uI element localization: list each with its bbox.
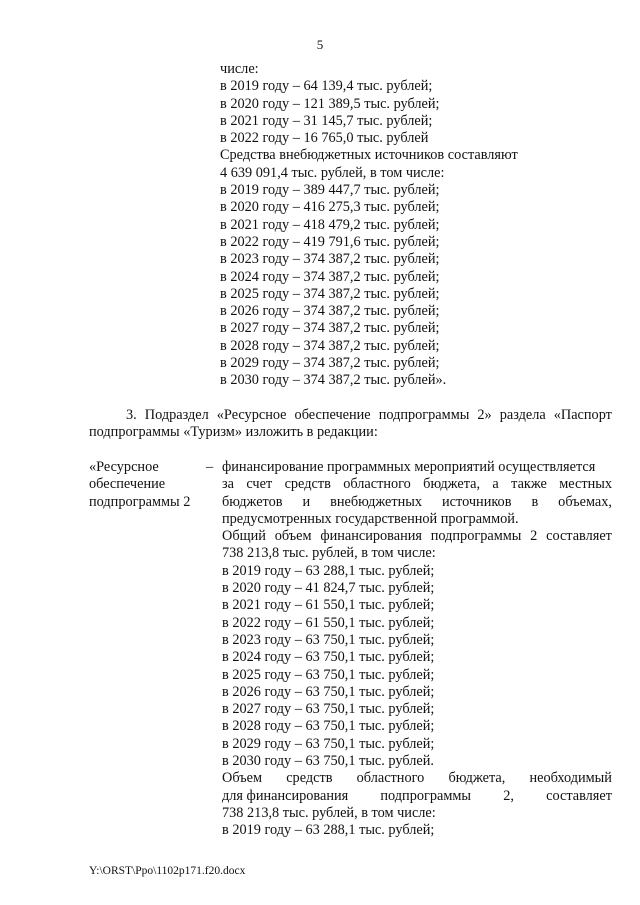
word: областного [356,770,425,787]
text-line: в 2027 году – 374 387,2 тыс. рублей; [220,320,440,337]
word: 2» [477,407,492,423]
word: финансирования [320,528,422,545]
file-path-footer: Y:\ORST\Ppo\1102p171.f20.docx [89,865,246,877]
text-line: в 2024 году – 63 750,1 тыс. рублей; [222,649,435,666]
text-line: в 2021 году – 31 145,7 тыс. рублей; [220,112,433,129]
word: Объем [222,770,263,787]
word: бюджета, [448,770,506,787]
word: для финансирования [222,787,349,804]
word: внебюджетных [279,147,372,164]
text-line: в 2029 году – 63 750,1 тыс. рублей; [222,735,435,752]
word: за [222,476,234,493]
text-line: в 2021 году – 61 550,1 тыс. рублей; [222,597,435,614]
text-line: в 2024 году – 374 387,2 тыс. рублей; [220,268,440,285]
text-line: 4 639 091,4 тыс. рублей, в том числе: [220,164,445,181]
text-line: в 2020 году – 416 275,3 тыс. рублей; [220,199,440,216]
word: 2 [530,528,538,545]
word: источников [442,493,512,510]
word: областного [343,476,411,493]
text-line: подпрограммы 2 [89,493,191,510]
word: составляют [447,147,518,164]
table-left-cell [89,459,209,511]
text-line-justified [220,147,612,164]
text-line: числе: [220,61,259,77]
dash-separator: – [206,459,214,475]
text-line: в 2028 году – 63 750,1 тыс. рублей; [222,718,435,735]
text-line: в 2025 году – 63 750,1 тыс. рублей; [222,666,435,683]
text-line: в 2027 году – 63 750,1 тыс. рублей; [222,701,435,718]
text-line: в 2022 году – 16 765,0 тыс. рублей [220,130,429,147]
word: «Ресурсное [216,407,287,423]
text-line: в 2019 году – 64 139,4 тыс. рублей; [220,78,433,95]
text-line: в 2019 году – 63 288,1 тыс. рублей; [222,822,435,839]
page-number: 5 [316,37,324,52]
text-line-justified [222,476,612,493]
text-line-justified [222,528,612,545]
word: составляет [546,787,612,804]
text-line: в 2019 году – 389 447,7 тыс. рублей; [220,182,440,199]
word: средств [284,476,331,493]
text-line: в 2026 году – 374 387,2 тыс. рублей; [220,303,440,320]
text-line: финансирование программных мероприятий осуществляется [222,459,596,475]
text-line: подпрограммы «Туризм» изложить в редакции: [89,424,378,441]
word: составляет [546,528,612,545]
word: объем [274,528,312,545]
word: 3. [126,407,137,423]
word: бюджетов [222,493,283,510]
word: а [492,476,499,493]
word: также [511,476,547,493]
word: подпрограммы [380,787,472,804]
table-right-cell [222,459,612,840]
word: необходимый [529,770,612,787]
text-line: 738 213,8 тыс. рублей, в том числе: [222,804,436,821]
word: внебюджетных [330,493,423,510]
word: обеспечение [294,407,371,423]
text-line: в 2019 году – 63 288,1 тыс. рублей; [222,562,435,579]
text-line: «Ресурсное [89,459,159,475]
text-line: обеспечение [89,476,166,493]
text-line: в 2021 году – 418 479,2 тыс. рублей; [220,216,440,233]
paragraph-3 [89,407,612,442]
text-line: в 2023 году – 374 387,2 тыс. рублей; [220,251,440,268]
text-line: в 2029 году – 374 387,2 тыс. рублей; [220,355,440,372]
word: раздела [499,407,546,423]
text-line: в 2025 году – 374 387,2 тыс. рублей; [220,285,440,302]
text-line: в 2022 году – 61 550,1 тыс. рублей; [222,614,435,631]
text-line: предусмотренных государственной программой. [222,510,519,527]
word: и [302,493,311,510]
text-line: в 2030 году – 374 387,2 тыс. рублей». [220,372,447,389]
word: объемах, [558,493,612,510]
word: счет [246,476,273,493]
text-line-justified [222,788,612,805]
text-line: в 2022 году – 419 791,6 тыс. рублей; [220,233,440,250]
word: 2, [503,787,514,804]
word: подпрограммы [430,528,522,545]
word: источников [374,147,445,164]
text-line: в 2020 году – 41 824,7 тыс. рублей; [222,580,435,597]
text-line: в 2030 году – 63 750,1 тыс. рублей. [222,753,434,770]
word: местных [559,476,612,493]
text-line-justified [222,770,612,787]
word: Общий [222,528,266,545]
text-line: в 2023 году – 63 750,1 тыс. рублей; [222,631,435,648]
text-line: 738 213,8 тыс. рублей, в том числе: [222,545,436,562]
text-line: в 2020 году – 121 389,5 тыс. рублей; [220,95,440,112]
text-line: в 2028 году – 374 387,2 тыс. рублей; [220,337,440,354]
word: Средства [220,147,276,164]
word: Подраздел [144,407,209,423]
word: средств [286,770,333,787]
text-line-justified [89,407,612,424]
word: в [531,493,539,510]
word: подпрограммы [378,407,470,423]
word: бюджета, [423,476,481,493]
text-line: в 2026 году – 63 750,1 тыс. рублей; [222,683,435,700]
text-line-justified [222,494,612,511]
funding-block-1 [220,61,612,390]
word: «Паспорт [553,407,612,423]
